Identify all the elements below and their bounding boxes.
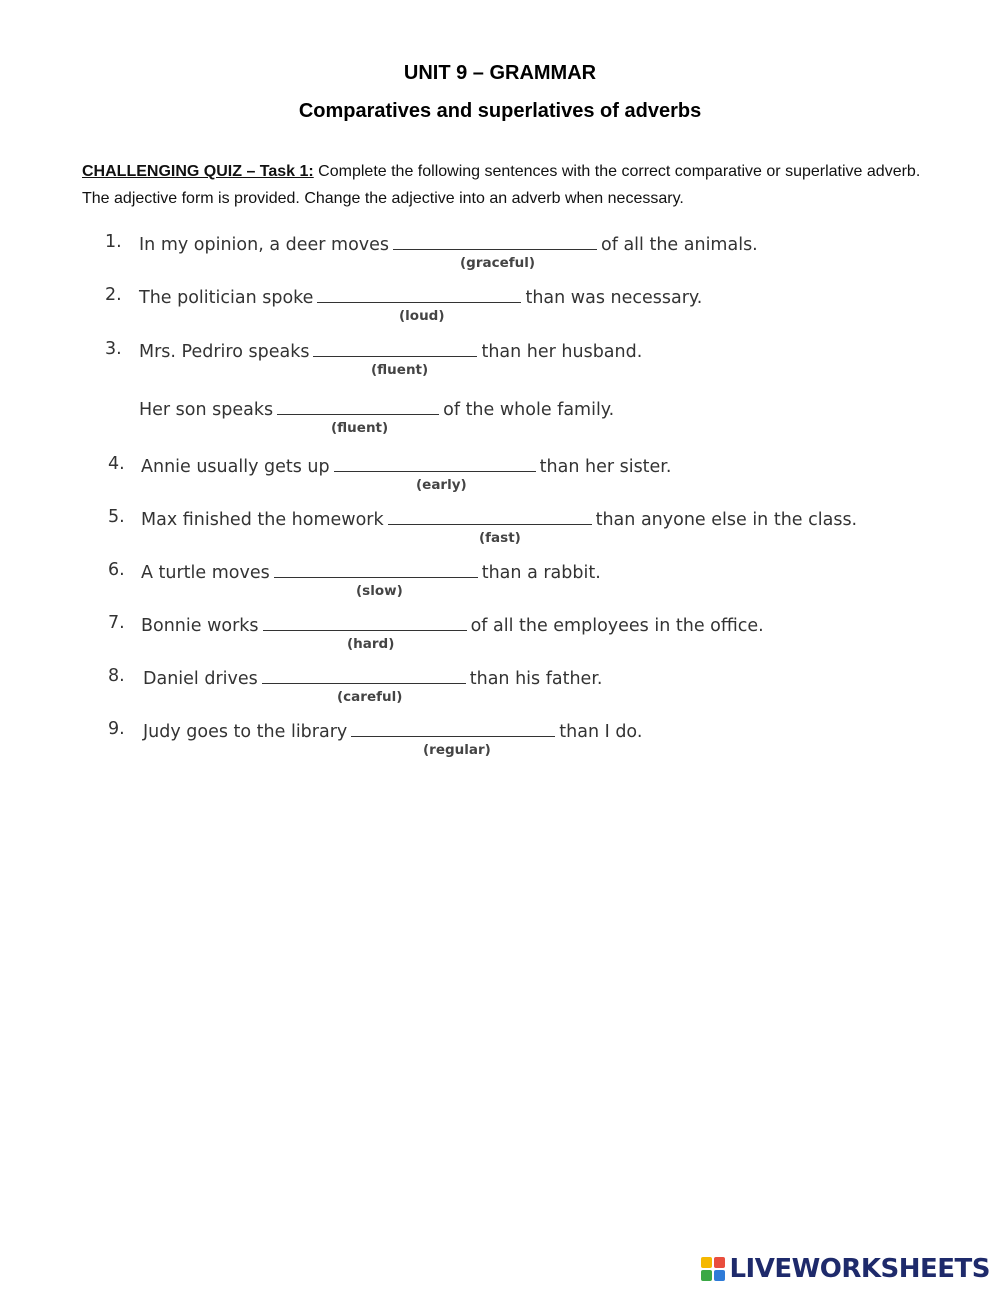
instructions-text: Complete the following sentences with the correct comparative or superlative adverb. The adjective form is provided. Change the adjective into an adverb when necessary. xyxy=(82,163,921,207)
answer-blank[interactable] xyxy=(334,454,536,472)
question-line xyxy=(139,339,642,362)
question-3b xyxy=(0,397,1000,445)
question-number: 8. xyxy=(108,666,125,686)
question-5 xyxy=(0,507,1000,555)
question-number: 1. xyxy=(105,232,122,252)
answer-blank[interactable] xyxy=(351,719,555,737)
question-2 xyxy=(0,285,1000,333)
sentence-end: than her sister. xyxy=(539,457,672,477)
instructions xyxy=(82,158,932,212)
adjective-hint: (regular) xyxy=(423,742,491,758)
answer-blank[interactable] xyxy=(317,285,521,303)
logo-text: LIVEWORKSHEETS xyxy=(729,1254,990,1284)
question-line xyxy=(139,232,758,255)
adjective-hint: (fluent) xyxy=(371,362,429,378)
answer-blank[interactable] xyxy=(263,613,467,631)
adjective-hint: (fast) xyxy=(479,530,521,546)
sentence-start: In my opinion, a deer moves xyxy=(139,235,390,255)
sentence-start: Daniel drives xyxy=(143,669,258,689)
sentence-start: Mrs. Pedriro speaks xyxy=(139,342,310,362)
adjective-hint: (early) xyxy=(416,477,467,493)
page-title: UNIT 9 – GRAMMAR xyxy=(403,62,597,84)
answer-blank[interactable] xyxy=(388,507,592,525)
question-line xyxy=(141,560,601,583)
question-7 xyxy=(0,613,1000,661)
answer-blank[interactable] xyxy=(262,666,466,684)
question-6 xyxy=(0,560,1000,608)
question-line xyxy=(141,613,764,636)
sentence-end: than anyone else in the class. xyxy=(595,510,858,530)
answer-blank[interactable] xyxy=(274,560,478,578)
question-line xyxy=(143,666,602,689)
sentence-end: of all the animals. xyxy=(601,235,758,255)
question-9 xyxy=(0,719,1000,767)
sentence-start: Judy goes to the library xyxy=(143,722,348,742)
question-1 xyxy=(0,232,1000,280)
adjective-hint: (careful) xyxy=(337,689,403,705)
question-line xyxy=(141,507,857,530)
question-number: 5. xyxy=(108,507,125,527)
question-4 xyxy=(0,454,1000,502)
sentence-start: The politician spoke xyxy=(139,288,314,308)
sentence-end: than his father. xyxy=(469,669,603,689)
instructions-lead: CHALLENGING QUIZ – Task 1: xyxy=(82,163,314,180)
question-line xyxy=(143,719,642,742)
question-line xyxy=(141,454,671,477)
sentence-end: of all the employees in the office. xyxy=(470,616,764,636)
sentence-end: than was necessary. xyxy=(525,288,703,308)
adjective-hint: (hard) xyxy=(347,636,395,652)
question-number: 4. xyxy=(108,454,125,474)
page-subtitle: Comparatives and superlatives of adverbs xyxy=(298,100,702,122)
answer-blank[interactable] xyxy=(313,339,477,357)
answer-blank[interactable] xyxy=(393,232,597,250)
adjective-hint: (slow) xyxy=(356,583,403,599)
question-8 xyxy=(0,666,1000,714)
question-number: 6. xyxy=(108,560,125,580)
sentence-start: Max finished the homework xyxy=(141,510,384,530)
sentence-start: Bonnie works xyxy=(141,616,259,636)
sentence-end: than I do. xyxy=(559,722,643,742)
sentence-end: than a rabbit. xyxy=(481,563,601,583)
answer-blank[interactable] xyxy=(277,397,439,415)
adjective-hint: (graceful) xyxy=(460,255,536,271)
sentence-end: than her husband. xyxy=(481,342,643,362)
adjective-hint: (fluent) xyxy=(331,420,389,436)
sentence-start: Annie usually gets up xyxy=(141,457,330,477)
adjective-hint: (loud) xyxy=(399,308,445,324)
question-number: 3. xyxy=(105,339,122,359)
question-number: 7. xyxy=(108,613,125,633)
sentence-end: of the whole family. xyxy=(443,400,615,420)
question-3 xyxy=(0,339,1000,387)
question-number: 2. xyxy=(105,285,122,305)
sentence-start: A turtle moves xyxy=(141,563,270,583)
question-line xyxy=(139,285,702,308)
question-number: 9. xyxy=(108,719,125,739)
liveworksheets-logo xyxy=(701,1254,990,1284)
question-line xyxy=(139,397,614,420)
logo-mark-icon xyxy=(701,1257,725,1281)
sentence-start: Her son speaks xyxy=(139,400,274,420)
